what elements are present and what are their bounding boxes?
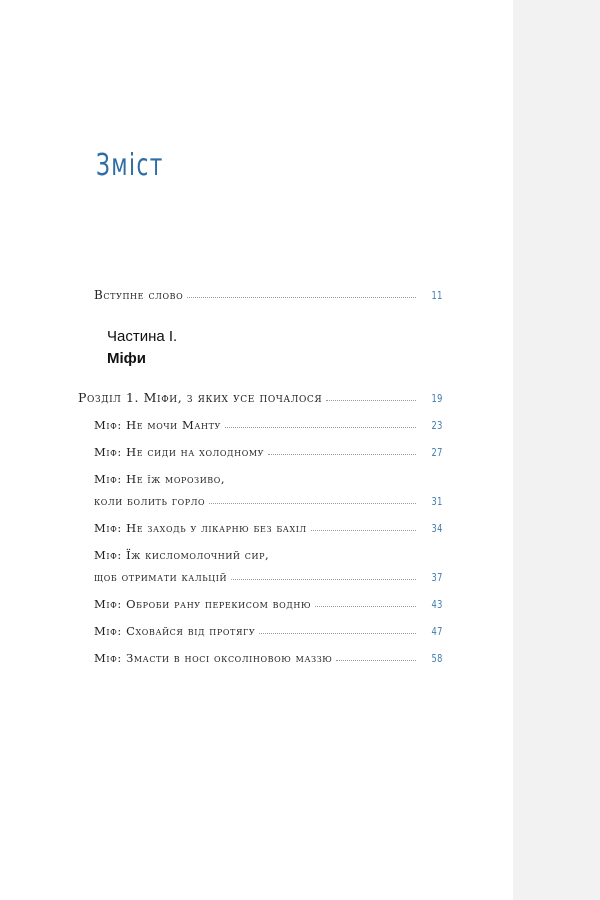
toc-entry-intro[interactable] [94,288,442,302]
toc-entry-myth[interactable] [94,445,442,459]
toc-entry-text: щоб отримати кальцій [94,570,228,584]
dot-leader [315,606,416,607]
page-number: 19 [431,392,443,405]
toc-entry-text: Міф: Оброби рану перекисом водню [94,597,312,611]
dot-leader [259,633,416,634]
toc-entry-text: коли болить горло [94,494,206,508]
page-number: 58 [431,652,443,665]
page-title: Зміст [96,148,164,183]
page-number: 37 [431,571,443,584]
dot-leader [268,454,416,455]
part-name: Міфи [107,350,147,367]
toc-entry-text: Вступне слово [94,288,184,302]
toc-entry-myth[interactable] [94,651,442,665]
toc-entry-myth[interactable] [94,521,442,535]
toc-entry-text: Міф: Не сиди на холодному [94,445,265,459]
page-number: 23 [431,419,443,432]
page-number: 11 [431,289,443,302]
dot-leader [209,503,416,504]
dot-leader [187,297,416,298]
toc-entry-first-line[interactable]: Міф: Не їж морозиво, [94,472,226,486]
page-number: 43 [431,598,443,611]
page-number: 27 [431,446,443,459]
part-heading [107,326,177,370]
toc-entry-myth[interactable] [94,624,442,638]
toc-entry-chapter[interactable] [78,390,442,405]
page-number: 47 [431,625,443,638]
toc-entry-text: Міф: Змасти в носі оксоліновою маззю [94,651,333,665]
toc-entry-myth[interactable] [94,494,442,508]
toc-entry-text: Міф: Не заходь у лікарню без бахіл [94,521,307,535]
toc-entry-text: Міф: Сховайся від протягу [94,624,256,638]
dot-leader [336,660,416,661]
dot-leader [225,427,416,428]
page-number: 31 [431,495,443,508]
toc-entry-myth[interactable] [94,570,442,584]
toc-entry-myth[interactable] [94,597,442,611]
toc-entry-myth[interactable] [94,418,442,432]
dot-leader [326,400,416,401]
dot-leader [311,530,416,531]
part-label: Частина І. [107,328,178,345]
page-number: 34 [431,522,443,535]
toc-entry-first-line[interactable]: Міф: Їж кисломолочний сир, [94,548,270,562]
dot-leader [231,579,416,580]
toc-entry-text: Розділ 1. Міфи, з яких усе почалося [78,390,323,405]
toc-entry-text: Міф: Не мочи Манту [94,418,221,432]
